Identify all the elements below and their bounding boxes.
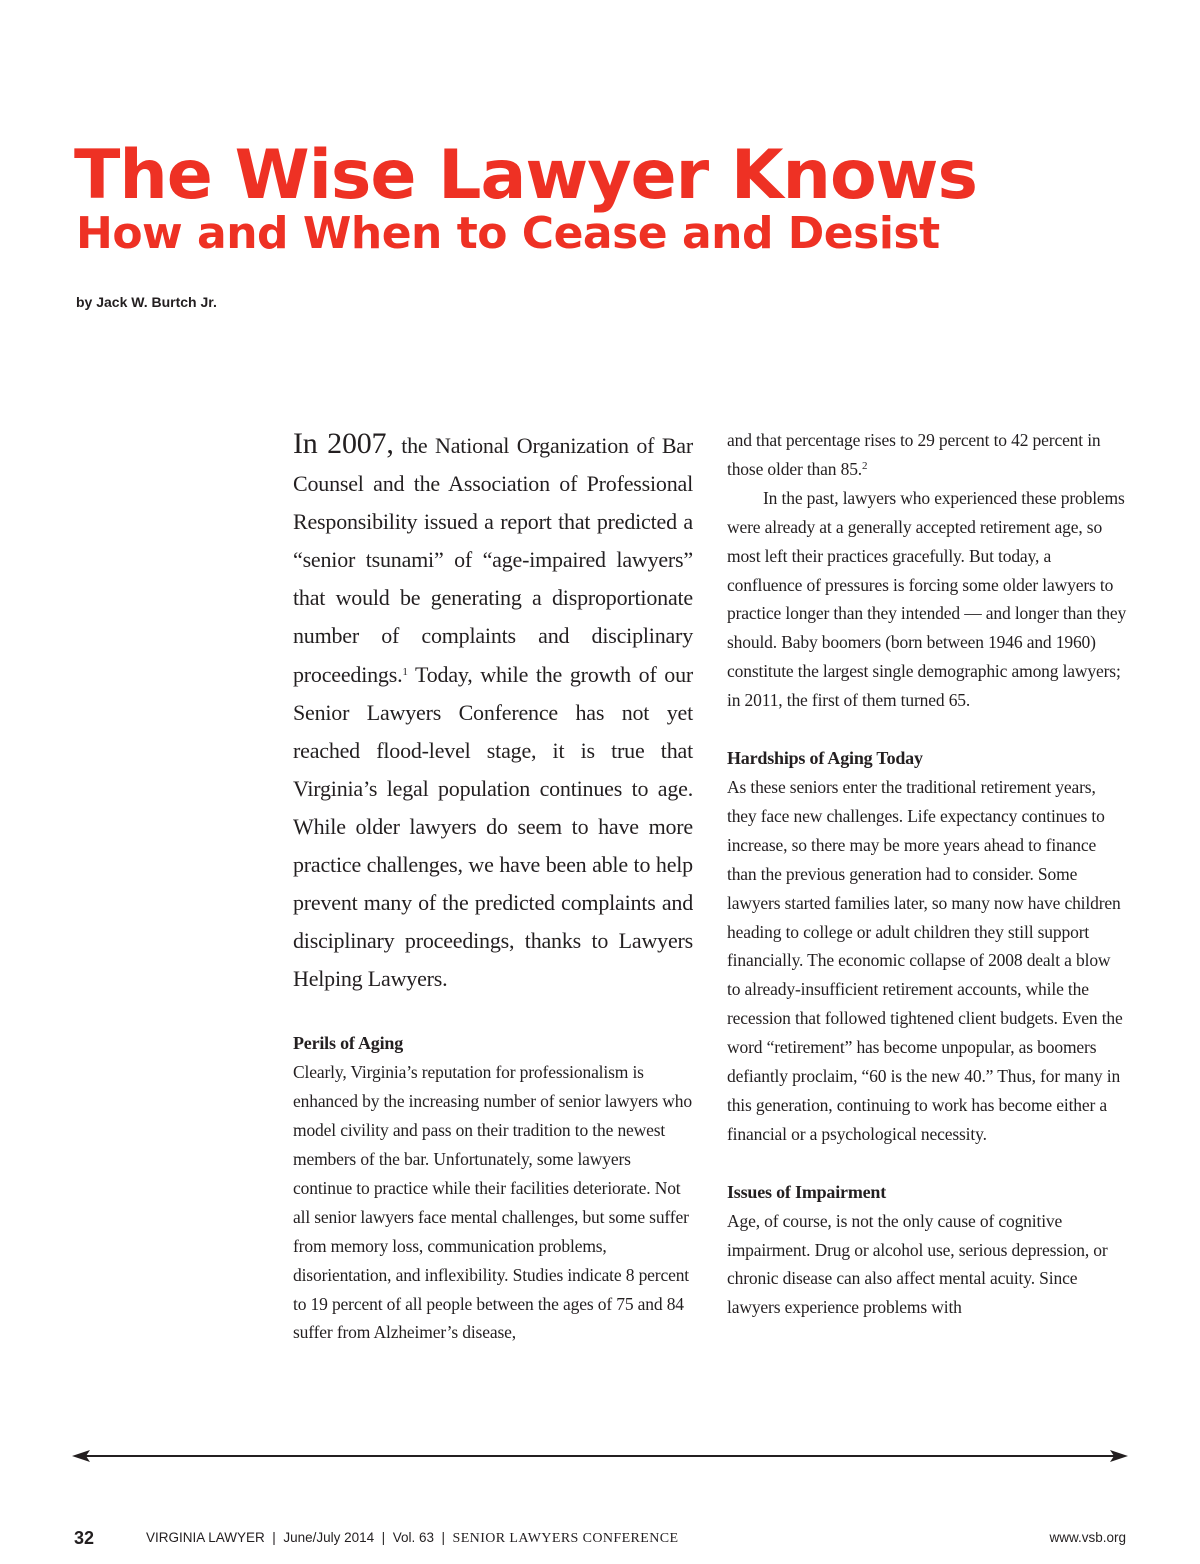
intro-paragraph bbox=[293, 425, 693, 998]
intro-text-part-1: the National Organization of Bar Counsel and the Association of Professional Responsibility issued a report that predicted a “senior tsunami” of “age-impaired lawyers” that would be generating a disproportionate number of complaints and disciplinary proceedings. bbox=[293, 433, 694, 687]
intro-text-part-2: Today, while the growth of our Senior Lawyers Conference has not yet reached flood-level stage, it is true that Virginia’s legal population continues to age. While older lawyers do seem to have more practice challenges, we have been able to help prevent many of the predicted complaints and disciplinary proceedings, thanks to Lawyers Helping Lawyers. bbox=[293, 661, 693, 992]
section-heading-hardships: Hardships of Aging Today bbox=[727, 748, 923, 769]
footer-publication: VIRGINIA LAWYER bbox=[146, 1530, 265, 1545]
section-heading-perils: Perils of Aging bbox=[293, 1033, 403, 1054]
intro-lead-year: In 2007, bbox=[293, 427, 394, 460]
past-paragraph: In the past, lawyers who experienced these problems were already at a generally accepted retirement age, so most left their practices gracefully. But today, a confluence of pressures is forcing some older lawyers to practice longer than they intended — and longer than they should. Baby boomers (born between 1946 and 1960) constitute the largest single demographic among lawyers; in 2011, the first of them turned 65. bbox=[727, 487, 1127, 711]
left-column bbox=[293, 425, 693, 1347]
footer-volume: Vol. 63 bbox=[392, 1530, 434, 1545]
impairment-paragraph: Age, of course, is not the only cause of cognitive impairment. Drug or alcohol use, serious depression, or chronic disease can also affect mental acuity. Since lawyers experience problems with bbox=[727, 1210, 1108, 1318]
double-arrow-rule bbox=[72, 1446, 1128, 1466]
byline: by Jack W. Burtch Jr. bbox=[76, 294, 217, 310]
hardships-paragraph: As these seniors enter the traditional retirement years, they face new challenges. Life expectancy continues to increase, so there may be more years ahead to finance than the previous generation had to consider. Some lawyers started families later, so many now have children heading to college or adult children they still support financially. The economic collapse of 2008 dealt a blow to already-insufficient retirement accounts, while the recession that followed tightened client budgets. Even the word “retirement” has become unpopular, as boomers defiantly proclaim, “60 is the new 40.” Thus, for many in this generation, continuing to work has become either a financial or a psychological necessity. bbox=[727, 776, 1123, 1144]
footer-separator: | bbox=[441, 1530, 446, 1545]
page-number: 32 bbox=[74, 1528, 95, 1548]
article-title: The Wise Lawyer Knows bbox=[74, 136, 977, 215]
continuation-paragraph bbox=[727, 426, 1127, 484]
perils-paragraph: Clearly, Virginia’s reputation for professionalism is enhanced by the increasing number of senior lawyers who model civility and pass on their tradition to the newest members of the bar. Unfortunately, some lawyers continue to practice while their facilities deteriorate. Not all senior lawyers face mental challenges, but some suffer from memory loss, communication problems, disorientation, and inflexibility. Studies indicate 8 percent to 19 percent of all people between the ages of 75 and 84 suffer from Alzheimer’s disease, bbox=[293, 1062, 692, 1343]
footnote-marker: 2 bbox=[862, 459, 868, 472]
footer-section: SENIOR LAWYERS CONFERENCE bbox=[452, 1531, 679, 1546]
footer-separator: | bbox=[272, 1530, 276, 1545]
footnote-marker: 1 bbox=[402, 665, 408, 678]
footer-publication-line bbox=[146, 1530, 678, 1547]
footer-issue: June/July 2014 bbox=[283, 1530, 375, 1545]
footer-separator: | bbox=[381, 1530, 386, 1545]
right-column bbox=[727, 426, 1127, 1322]
continuation-text: and that percentage rises to 29 percent to 42 percent in those older than 85. bbox=[727, 430, 1101, 479]
footer-url[interactable]: www.vsb.org bbox=[1049, 1530, 1126, 1545]
article-subtitle: How and When to Cease and Desist bbox=[76, 208, 940, 259]
section-heading-impairment: Issues of Impairment bbox=[727, 1181, 887, 1202]
